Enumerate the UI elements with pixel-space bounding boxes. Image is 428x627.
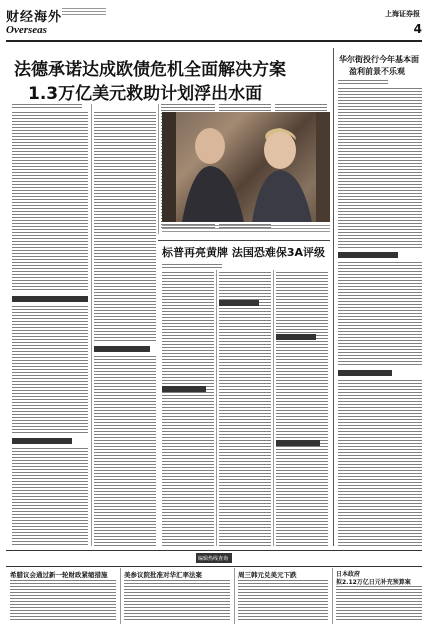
sidebar-divider: [333, 48, 334, 546]
lead-byline: [12, 104, 82, 108]
feature-col1: [162, 272, 214, 546]
sidebar-subhead: [338, 370, 392, 376]
col-divider: [120, 568, 121, 624]
ad-label: 编辑热线查询: [198, 556, 229, 562]
masthead: [0, 0, 428, 44]
lead-col1b: [12, 306, 88, 434]
bottom-col4-body: [336, 586, 422, 622]
sidebar-byline: [338, 80, 388, 84]
ad-box: [196, 553, 232, 563]
bottom-col4-title: 日本政府: [336, 571, 361, 578]
bottom-col2-title: 美参议院批准对华汇率法案: [124, 571, 202, 579]
bottom-rule: [6, 566, 422, 567]
feature-col2: [219, 272, 271, 546]
lead-headline: 法德承诺达成欧债危机全面解决方案: [14, 60, 286, 80]
col-divider: [158, 104, 159, 234]
lead-col1-subhead2: [12, 438, 72, 444]
ad-rule: [6, 550, 422, 551]
lead-col2-subhead: [94, 346, 150, 352]
col-divider: [216, 270, 217, 546]
lead-col1-subhead: [12, 296, 88, 302]
sidebar-headline: 华尔街投行今年基本面: [339, 55, 419, 64]
photo-caption: [162, 225, 330, 234]
bottom-col3-title: 周三韩元兑美元下跌: [238, 571, 297, 579]
bottom-col3-body: [238, 580, 328, 622]
bottom-col1-title: 希腊议会通过新一轮财政紧缩措施: [10, 571, 108, 579]
col-divider: [273, 270, 274, 546]
lead-col1c: [12, 448, 88, 546]
sidebar-body2: [338, 262, 422, 366]
sidebar-subheadline: 盈利前景不乐观: [349, 67, 405, 76]
feature-col3: [276, 272, 328, 546]
sidebar-subhead: [338, 252, 398, 258]
photo-figures: [162, 112, 330, 222]
page-number: 4: [413, 22, 422, 36]
feature-subhead: [162, 386, 206, 392]
feature-rule: [158, 240, 330, 241]
feature-byline: [162, 264, 222, 268]
col-divider: [332, 568, 333, 624]
feature-headline: 标普再亮黄牌 法国恐难保3A评级: [162, 246, 325, 259]
sidebar-body3: [338, 380, 422, 546]
section-title: 财经海外: [6, 10, 63, 25]
feature-subhead: [276, 440, 320, 446]
sidebar-headline-box: [337, 52, 423, 92]
col-divider: [91, 104, 92, 546]
feature-subhead: [219, 300, 259, 306]
lead-subheadline: 1.3万亿美元救助计划浮出水面: [28, 84, 263, 104]
masthead-rule: [6, 40, 422, 42]
publisher-logo: 上海证券报: [385, 9, 420, 18]
bottom-col1-body: [10, 580, 116, 622]
bottom-col4-subtitle: 拟2.12万亿日元补充预算案: [336, 579, 411, 586]
section-subtitle: Overseas: [6, 24, 47, 36]
lead-col1: [12, 112, 88, 292]
lead-col2b: [94, 356, 156, 546]
news-photo: [162, 112, 330, 222]
lead-col2: [94, 112, 156, 342]
bottom-col2-body: [124, 580, 230, 622]
col-divider: [234, 568, 235, 624]
issue-info: [62, 8, 106, 17]
feature-subhead: [276, 334, 316, 340]
sidebar-body: [338, 88, 422, 248]
